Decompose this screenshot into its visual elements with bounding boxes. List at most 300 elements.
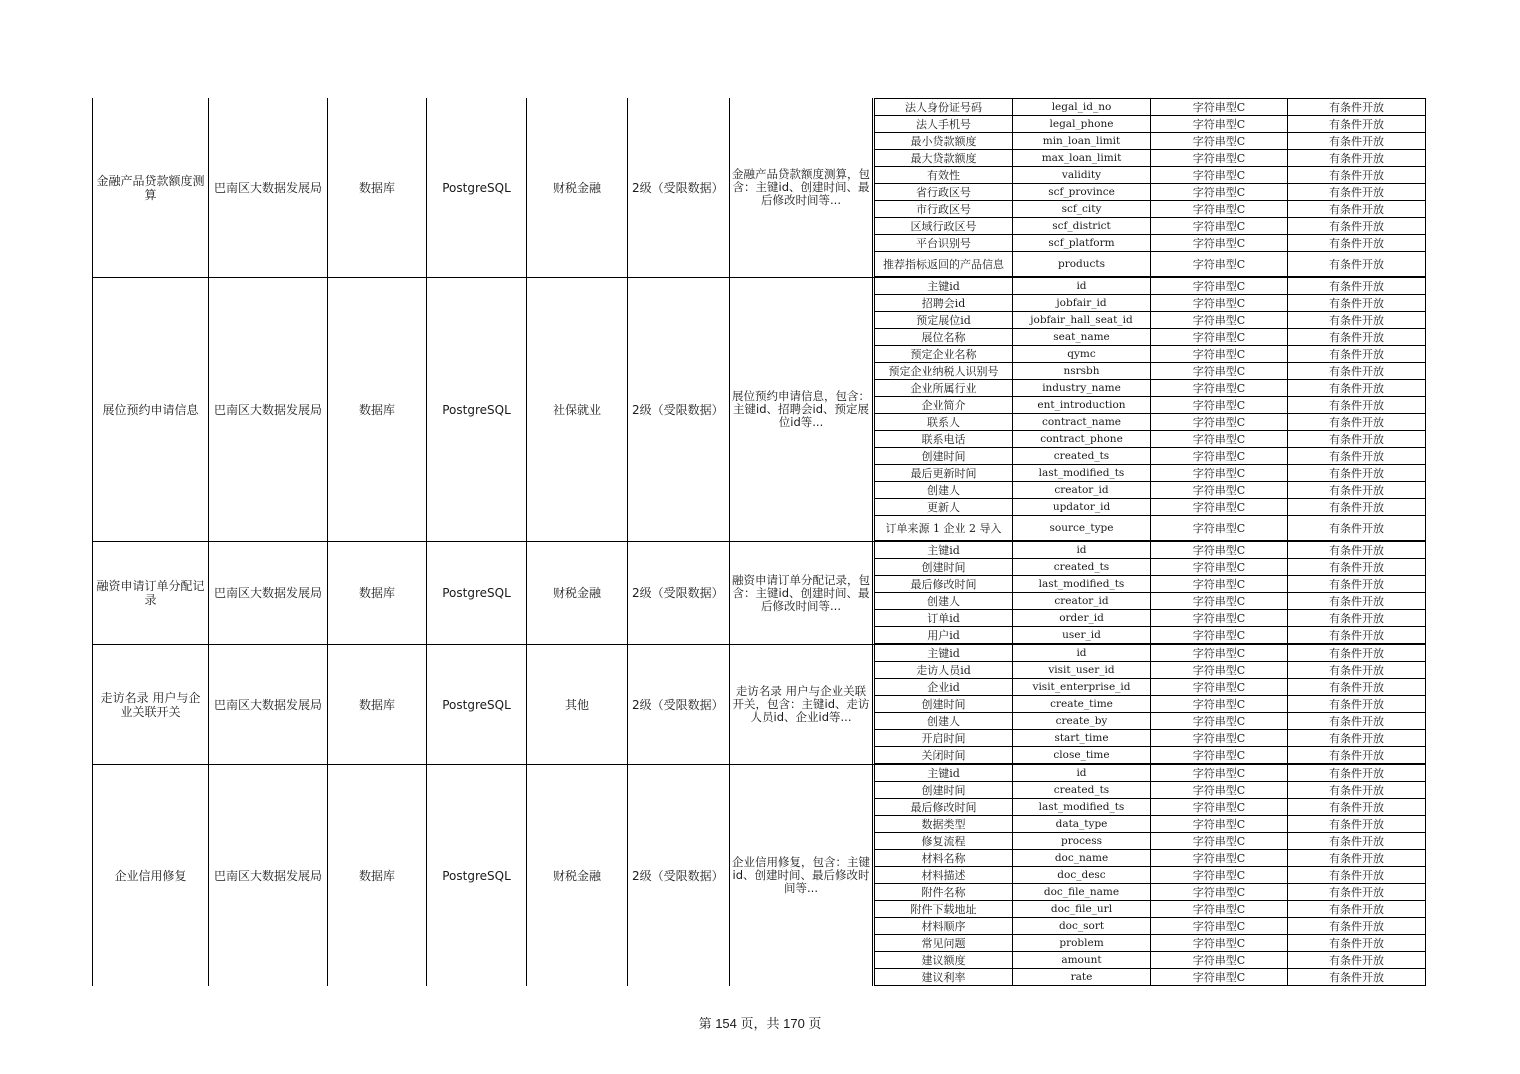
- field-list: [874, 542, 1426, 644]
- field-row: [875, 850, 1425, 867]
- field-type-cell: 字符串型C: [1151, 363, 1288, 379]
- field-type-cell: 字符串型C: [1151, 499, 1288, 515]
- field-type-cell: 字符串型C: [1151, 201, 1288, 217]
- field-type-cell: 字符串型C: [1151, 645, 1288, 661]
- field-label-cell: 创建时间: [875, 559, 1013, 575]
- field-row: [875, 184, 1425, 201]
- description-cell: 金融产品贷款额度测算，包含：主键id、创建时间、最后修改时间等...: [730, 98, 873, 277]
- category-cell: 社保就业: [527, 278, 628, 541]
- category-cell: 财税金融: [527, 765, 628, 986]
- field-open-cell: 有条件开放: [1329, 100, 1384, 114]
- field-label-cell: 用户id: [875, 627, 1013, 643]
- field-label-cell: 订单id: [875, 610, 1013, 626]
- field-row: [875, 167, 1425, 184]
- field-open-cell: 有条件开放: [1329, 236, 1384, 250]
- field-code-cell: scf_city: [1013, 201, 1151, 217]
- field-code-cell: creator_id: [1013, 482, 1151, 498]
- field-open-cell: 有条件开放: [1329, 868, 1384, 882]
- field-label-cell: 创建时间: [875, 782, 1013, 798]
- field-type-cell: 字符串型C: [1151, 730, 1288, 746]
- field-open-cell: 有条件开放: [1329, 817, 1384, 831]
- field-open-cell: 有条件开放: [1329, 834, 1384, 848]
- field-open-cell: 有条件开放: [1329, 885, 1384, 899]
- field-code-cell: create_by: [1013, 713, 1151, 729]
- field-label-cell: 企业id: [875, 679, 1013, 695]
- field-code-cell: nsrsbh: [1013, 363, 1151, 379]
- field-label-cell: 联系电话: [875, 431, 1013, 447]
- field-type-cell: 字符串型C: [1151, 329, 1288, 345]
- field-type-cell: 字符串型C: [1151, 542, 1288, 558]
- field-open-cell: 有条件开放: [1329, 398, 1384, 412]
- field-code-cell: scf_province: [1013, 184, 1151, 200]
- field-label-cell: 建议额度: [875, 952, 1013, 968]
- field-row: [875, 867, 1425, 884]
- field-label-cell: 预定展位id: [875, 312, 1013, 328]
- field-row: [875, 696, 1425, 713]
- field-row: [875, 730, 1425, 747]
- field-row: [875, 312, 1425, 329]
- field-code-cell: id: [1013, 765, 1151, 781]
- field-type-cell: 字符串型C: [1151, 662, 1288, 678]
- field-label-cell: 创建时间: [875, 448, 1013, 464]
- field-row: [875, 935, 1425, 952]
- field-code-cell: last_modified_ts: [1013, 465, 1151, 481]
- field-label-cell: 最大贷款额度: [875, 150, 1013, 166]
- field-label-cell: 预定企业纳税人识别号: [875, 363, 1013, 379]
- resource-name-cell: 走访名录 用户与企业关联开关: [93, 645, 209, 764]
- field-open-cell: 有条件开放: [1329, 219, 1384, 233]
- field-code-cell: updator_id: [1013, 499, 1151, 515]
- field-type-cell: 字符串型C: [1151, 516, 1288, 540]
- field-type-cell: 字符串型C: [1151, 713, 1288, 729]
- field-list: [874, 645, 1426, 764]
- database-type-cell: PostgreSQL: [427, 765, 527, 986]
- field-type-cell: 字符串型C: [1151, 884, 1288, 900]
- field-open-cell: 有条件开放: [1329, 783, 1384, 797]
- field-row: [875, 482, 1425, 499]
- field-code-cell: order_id: [1013, 610, 1151, 626]
- field-type-cell: 字符串型C: [1151, 397, 1288, 413]
- resource-group: [92, 644, 1426, 764]
- field-open-cell: 有条件开放: [1329, 953, 1384, 967]
- field-row: [875, 593, 1425, 610]
- field-row: [875, 816, 1425, 833]
- field-code-cell: contract_phone: [1013, 431, 1151, 447]
- security-level-cell: 2级（受限数据）: [628, 278, 730, 541]
- field-code-cell: doc_file_name: [1013, 884, 1151, 900]
- field-type-cell: 字符串型C: [1151, 833, 1288, 849]
- field-type-cell: 字符串型C: [1151, 969, 1288, 985]
- field-label-cell: 创建人: [875, 482, 1013, 498]
- field-label-cell: 关闭时间: [875, 747, 1013, 763]
- description-cell: 企业信用修复，包含：主键id、创建时间、最后修改时间等...: [730, 765, 873, 986]
- field-type-cell: 字符串型C: [1151, 312, 1288, 328]
- field-open-cell: 有条件开放: [1329, 381, 1384, 395]
- field-open-cell: 有条件开放: [1329, 766, 1384, 780]
- database-type-cell: PostgreSQL: [427, 542, 527, 644]
- field-type-cell: 字符串型C: [1151, 116, 1288, 132]
- page-footer: 第 154 页，共 170 页: [698, 1016, 822, 1031]
- field-type-cell: 字符串型C: [1151, 380, 1288, 396]
- field-row: [875, 799, 1425, 816]
- field-label-cell: 最后更新时间: [875, 465, 1013, 481]
- field-open-cell: 有条件开放: [1329, 919, 1384, 933]
- field-row: [875, 576, 1425, 593]
- field-label-cell: 最后修改时间: [875, 576, 1013, 592]
- field-type-cell: 字符串型C: [1151, 593, 1288, 609]
- field-code-cell: visit_user_id: [1013, 662, 1151, 678]
- field-open-cell: 有条件开放: [1329, 646, 1384, 660]
- field-row: [875, 448, 1425, 465]
- field-type-cell: 字符串型C: [1151, 150, 1288, 166]
- field-code-cell: id: [1013, 645, 1151, 661]
- field-list: [874, 98, 1426, 277]
- field-label-cell: 市行政区号: [875, 201, 1013, 217]
- resource-name-cell: 融资申请订单分配记录: [93, 542, 209, 644]
- field-code-cell: problem: [1013, 935, 1151, 951]
- field-type-cell: 字符串型C: [1151, 465, 1288, 481]
- category-cell: 其他: [527, 645, 628, 764]
- field-open-cell: 有条件开放: [1329, 936, 1384, 950]
- field-type-cell: 字符串型C: [1151, 252, 1288, 276]
- field-label-cell: 创建时间: [875, 696, 1013, 712]
- field-code-cell: industry_name: [1013, 380, 1151, 396]
- field-type-cell: 字符串型C: [1151, 816, 1288, 832]
- field-code-cell: contract_name: [1013, 414, 1151, 430]
- field-label-cell: 最小贷款额度: [875, 133, 1013, 149]
- field-row: [875, 380, 1425, 397]
- field-open-cell: 有条件开放: [1329, 185, 1384, 199]
- field-row: [875, 952, 1425, 969]
- field-open-cell: 有条件开放: [1329, 697, 1384, 711]
- field-code-cell: legal_id_no: [1013, 99, 1151, 115]
- field-row: [875, 235, 1425, 252]
- field-label-cell: 开启时间: [875, 730, 1013, 746]
- field-code-cell: visit_enterprise_id: [1013, 679, 1151, 695]
- field-code-cell: process: [1013, 833, 1151, 849]
- category-cell: 财税金融: [527, 542, 628, 644]
- resource-info: [92, 542, 873, 644]
- field-type-cell: 字符串型C: [1151, 431, 1288, 447]
- field-label-cell: 材料顺序: [875, 918, 1013, 934]
- field-type-cell: 字符串型C: [1151, 867, 1288, 883]
- field-code-cell: created_ts: [1013, 448, 1151, 464]
- field-type-cell: 字符串型C: [1151, 278, 1288, 294]
- field-type-cell: 字符串型C: [1151, 799, 1288, 815]
- field-open-cell: 有条件开放: [1329, 680, 1384, 694]
- field-open-cell: 有条件开放: [1329, 748, 1384, 762]
- field-type-cell: 字符串型C: [1151, 952, 1288, 968]
- field-code-cell: max_loan_limit: [1013, 150, 1151, 166]
- resource-type-cell: 数据库: [328, 645, 427, 764]
- field-label-cell: 法人身份证号码: [875, 99, 1013, 115]
- field-code-cell: create_time: [1013, 696, 1151, 712]
- field-row: [875, 765, 1425, 782]
- field-code-cell: doc_desc: [1013, 867, 1151, 883]
- field-open-cell: 有条件开放: [1329, 202, 1384, 216]
- field-type-cell: 字符串型C: [1151, 935, 1288, 951]
- field-label-cell: 省行政区号: [875, 184, 1013, 200]
- field-row: [875, 98, 1425, 116]
- field-type-cell: 字符串型C: [1151, 747, 1288, 763]
- field-open-cell: 有条件开放: [1329, 594, 1384, 608]
- field-row: [875, 918, 1425, 935]
- field-open-cell: 有条件开放: [1329, 134, 1384, 148]
- field-code-cell: jobfair_id: [1013, 295, 1151, 311]
- field-row: [875, 150, 1425, 167]
- department-cell: 巴南区大数据发展局: [209, 278, 328, 541]
- field-label-cell: 区域行政区号: [875, 218, 1013, 234]
- field-row: [875, 414, 1425, 431]
- field-open-cell: 有条件开放: [1329, 663, 1384, 677]
- resource-type-cell: 数据库: [328, 765, 427, 986]
- field-row: [875, 218, 1425, 235]
- field-open-cell: 有条件开放: [1329, 731, 1384, 745]
- field-code-cell: validity: [1013, 167, 1151, 183]
- field-type-cell: 字符串型C: [1151, 782, 1288, 798]
- field-code-cell: seat_name: [1013, 329, 1151, 345]
- field-open-cell: 有条件开放: [1329, 560, 1384, 574]
- field-label-cell: 更新人: [875, 499, 1013, 515]
- field-type-cell: 字符串型C: [1151, 576, 1288, 592]
- description-cell: 走访名录 用户与企业关联开关，包含：主键id、走访人员id、企业id等...: [730, 645, 873, 764]
- resource-group: [92, 277, 1426, 541]
- field-type-cell: 字符串型C: [1151, 918, 1288, 934]
- department-cell: 巴南区大数据发展局: [209, 98, 328, 277]
- field-type-cell: 字符串型C: [1151, 133, 1288, 149]
- field-list: [874, 278, 1426, 541]
- field-row: [875, 329, 1425, 346]
- field-open-cell: 有条件开放: [1329, 432, 1384, 446]
- field-type-cell: 字符串型C: [1151, 850, 1288, 866]
- field-label-cell: 主键id: [875, 645, 1013, 661]
- resource-group: [92, 541, 1426, 644]
- security-level-cell: 2级（受限数据）: [628, 765, 730, 986]
- field-row: [875, 252, 1425, 277]
- field-code-cell: last_modified_ts: [1013, 799, 1151, 815]
- field-open-cell: 有条件开放: [1329, 151, 1384, 165]
- field-label-cell: 最后修改时间: [875, 799, 1013, 815]
- field-code-cell: id: [1013, 278, 1151, 294]
- field-row: [875, 969, 1425, 986]
- field-row: [875, 645, 1425, 662]
- field-type-cell: 字符串型C: [1151, 295, 1288, 311]
- field-label-cell: 材料名称: [875, 850, 1013, 866]
- field-open-cell: 有条件开放: [1329, 577, 1384, 591]
- field-label-cell: 走访人员id: [875, 662, 1013, 678]
- field-open-cell: 有条件开放: [1329, 117, 1384, 131]
- field-label-cell: 招聘会id: [875, 295, 1013, 311]
- field-type-cell: 字符串型C: [1151, 696, 1288, 712]
- field-row: [875, 884, 1425, 901]
- resource-name-cell: 企业信用修复: [93, 765, 209, 986]
- field-code-cell: doc_name: [1013, 850, 1151, 866]
- field-row: [875, 116, 1425, 133]
- field-label-cell: 材料描述: [875, 867, 1013, 883]
- department-cell: 巴南区大数据发展局: [209, 542, 328, 644]
- field-label-cell: 主键id: [875, 542, 1013, 558]
- field-row: [875, 346, 1425, 363]
- field-open-cell: 有条件开放: [1329, 902, 1384, 916]
- field-label-cell: 有效性: [875, 167, 1013, 183]
- field-open-cell: 有条件开放: [1329, 714, 1384, 728]
- field-row: [875, 679, 1425, 696]
- field-code-cell: created_ts: [1013, 782, 1151, 798]
- field-label-cell: 企业所属行业: [875, 380, 1013, 396]
- field-list: [874, 765, 1426, 986]
- field-open-cell: 有条件开放: [1329, 279, 1384, 293]
- field-code-cell: id: [1013, 542, 1151, 558]
- field-open-cell: 有条件开放: [1329, 296, 1384, 310]
- field-open-cell: 有条件开放: [1329, 347, 1384, 361]
- field-type-cell: 字符串型C: [1151, 901, 1288, 917]
- field-row: [875, 782, 1425, 799]
- field-label-cell: 创建人: [875, 713, 1013, 729]
- database-type-cell: PostgreSQL: [427, 278, 527, 541]
- field-type-cell: 字符串型C: [1151, 627, 1288, 643]
- field-open-cell: 有条件开放: [1329, 970, 1384, 984]
- field-row: [875, 559, 1425, 576]
- field-type-cell: 字符串型C: [1151, 235, 1288, 251]
- field-code-cell: scf_district: [1013, 218, 1151, 234]
- resource-type-cell: 数据库: [328, 98, 427, 277]
- field-row: [875, 397, 1425, 414]
- field-type-cell: 字符串型C: [1151, 346, 1288, 362]
- field-row: [875, 713, 1425, 730]
- field-code-cell: scf_platform: [1013, 235, 1151, 251]
- field-type-cell: 字符串型C: [1151, 610, 1288, 626]
- field-row: [875, 201, 1425, 218]
- resource-type-cell: 数据库: [328, 542, 427, 644]
- field-row: [875, 431, 1425, 448]
- field-open-cell: 有条件开放: [1329, 313, 1384, 327]
- resource-name-cell: 展位预约申请信息: [93, 278, 209, 541]
- field-code-cell: creator_id: [1013, 593, 1151, 609]
- field-type-cell: 字符串型C: [1151, 482, 1288, 498]
- field-code-cell: products: [1013, 252, 1151, 276]
- field-open-cell: 有条件开放: [1329, 543, 1384, 557]
- field-type-cell: 字符串型C: [1151, 679, 1288, 695]
- field-label-cell: 预定企业名称: [875, 346, 1013, 362]
- database-type-cell: PostgreSQL: [427, 98, 527, 277]
- description-cell: 融资申请订单分配记录，包含：主键id、创建时间、最后修改时间等...: [730, 542, 873, 644]
- field-row: [875, 833, 1425, 850]
- field-code-cell: created_ts: [1013, 559, 1151, 575]
- field-row: [875, 295, 1425, 312]
- field-row: [875, 901, 1425, 918]
- field-label-cell: 平台识别号: [875, 235, 1013, 251]
- field-code-cell: min_loan_limit: [1013, 133, 1151, 149]
- field-label-cell: 附件下载地址: [875, 901, 1013, 917]
- field-label-cell: 修复流程: [875, 833, 1013, 849]
- field-type-cell: 字符串型C: [1151, 765, 1288, 781]
- field-code-cell: data_type: [1013, 816, 1151, 832]
- field-label-cell: 主键id: [875, 765, 1013, 781]
- field-code-cell: ent_introduction: [1013, 397, 1151, 413]
- field-row: [875, 627, 1425, 644]
- field-open-cell: 有条件开放: [1329, 800, 1384, 814]
- field-open-cell: 有条件开放: [1329, 483, 1384, 497]
- field-row: [875, 747, 1425, 764]
- field-label-cell: 法人手机号: [875, 116, 1013, 132]
- field-code-cell: legal_phone: [1013, 116, 1151, 132]
- field-type-cell: 字符串型C: [1151, 184, 1288, 200]
- field-row: [875, 516, 1425, 541]
- field-row: [875, 133, 1425, 150]
- field-label-cell: 企业简介: [875, 397, 1013, 413]
- department-cell: 巴南区大数据发展局: [209, 645, 328, 764]
- resource-group: [92, 764, 1426, 986]
- security-level-cell: 2级（受限数据）: [628, 645, 730, 764]
- field-row: [875, 610, 1425, 627]
- field-open-cell: 有条件开放: [1329, 415, 1384, 429]
- field-code-cell: rate: [1013, 969, 1151, 985]
- field-label-cell: 数据类型: [875, 816, 1013, 832]
- field-open-cell: 有条件开放: [1329, 330, 1384, 344]
- field-row: [875, 662, 1425, 679]
- field-label-cell: 联系人: [875, 414, 1013, 430]
- field-open-cell: 有条件开放: [1329, 611, 1384, 625]
- field-open-cell: 有条件开放: [1329, 168, 1384, 182]
- field-type-cell: 字符串型C: [1151, 414, 1288, 430]
- field-label-cell: 建议利率: [875, 969, 1013, 985]
- resource-name-cell: 金融产品贷款额度测算: [93, 98, 209, 277]
- field-label-cell: 展位名称: [875, 329, 1013, 345]
- field-open-cell: 有条件开放: [1329, 628, 1384, 642]
- field-open-cell: 有条件开放: [1329, 364, 1384, 378]
- resource-type-cell: 数据库: [328, 278, 427, 541]
- field-code-cell: source_type: [1013, 516, 1151, 540]
- field-label-cell: 推荐指标返回的产品信息: [875, 252, 1013, 276]
- field-code-cell: jobfair_hall_seat_id: [1013, 312, 1151, 328]
- field-type-cell: 字符串型C: [1151, 99, 1288, 115]
- field-label-cell: 附件名称: [875, 884, 1013, 900]
- resource-info: [92, 278, 873, 541]
- field-code-cell: last_modified_ts: [1013, 576, 1151, 592]
- description-cell: 展位预约申请信息，包含：主键id、招聘会id、预定展位id等...: [730, 278, 873, 541]
- field-row: [875, 465, 1425, 482]
- field-row: [875, 278, 1425, 295]
- field-type-cell: 字符串型C: [1151, 167, 1288, 183]
- field-code-cell: close_time: [1013, 747, 1151, 763]
- field-label-cell: 订单来源 1 企业 2 导入: [875, 516, 1013, 540]
- field-row: [875, 363, 1425, 380]
- field-code-cell: doc_file_url: [1013, 901, 1151, 917]
- field-open-cell: 有条件开放: [1329, 851, 1384, 865]
- field-open-cell: 有条件开放: [1329, 521, 1384, 535]
- field-type-cell: 字符串型C: [1151, 559, 1288, 575]
- field-label-cell: 创建人: [875, 593, 1013, 609]
- category-cell: 财税金融: [527, 98, 628, 277]
- resource-info: [92, 645, 873, 764]
- field-type-cell: 字符串型C: [1151, 448, 1288, 464]
- security-level-cell: 2级（受限数据）: [628, 98, 730, 277]
- database-type-cell: PostgreSQL: [427, 645, 527, 764]
- field-open-cell: 有条件开放: [1329, 449, 1384, 463]
- field-label-cell: 主键id: [875, 278, 1013, 294]
- resource-info: [92, 765, 873, 986]
- field-type-cell: 字符串型C: [1151, 218, 1288, 234]
- field-code-cell: doc_sort: [1013, 918, 1151, 934]
- field-code-cell: user_id: [1013, 627, 1151, 643]
- resource-info: [92, 98, 873, 277]
- field-open-cell: 有条件开放: [1329, 257, 1384, 271]
- security-level-cell: 2级（受限数据）: [628, 542, 730, 644]
- department-cell: 巴南区大数据发展局: [209, 765, 328, 986]
- field-code-cell: qymc: [1013, 346, 1151, 362]
- field-row: [875, 499, 1425, 516]
- resource-group: [92, 98, 1426, 277]
